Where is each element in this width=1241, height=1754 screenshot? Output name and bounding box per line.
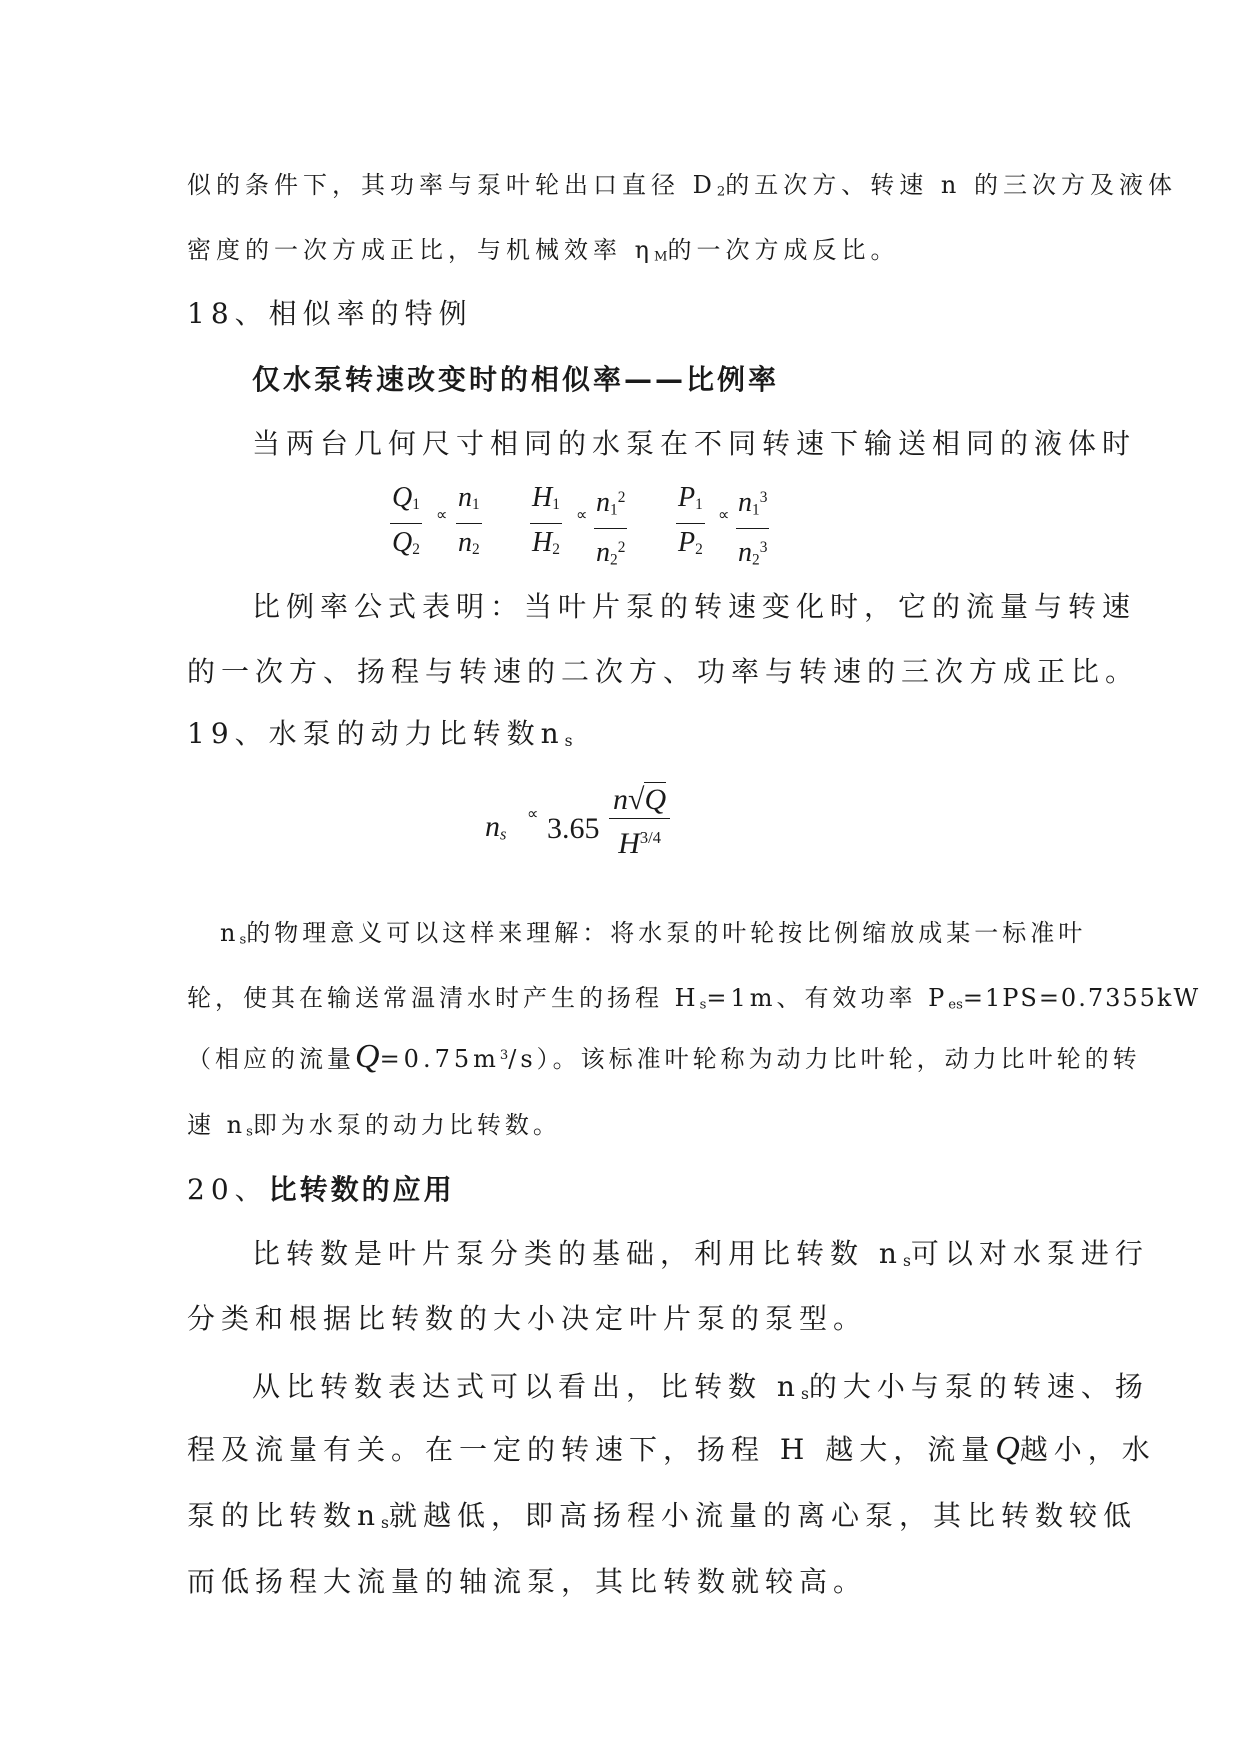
fraction-n: $\frac{n_1}{n_2}$ [458, 482, 480, 559]
section-heading-18: 18、相似率的特例 [187, 297, 473, 330]
coefficient: 3.65 [547, 812, 600, 845]
paragraph-line: 而低扬程大流量的轴流泵，其比转数就较高。 [187, 1565, 868, 1598]
paragraph-line: $n_s$的物理意义可以这样来理解：将水泵的叶轮按比例缩放成某一标准叶 [220, 919, 1087, 948]
paragraph-line: 分类和根据比转数的大小决定叶片泵的泵型。 [187, 1302, 868, 1335]
paragraph-line: 比转数是叶片泵分类的基础，利用比转数 $n_s$可以对水泵进行 [252, 1237, 1149, 1271]
fraction-n-cubed: $\frac{n_1^3}{n_2^3}$ [736, 480, 769, 580]
fraction-n-squared: $\frac{n_1^2}{n_2^2}$ [594, 480, 627, 580]
paragraph-line: 程及流量有关。在一定的转速下，扬程 H 越大，流量Q越小，水 [187, 1430, 1156, 1467]
paragraph-line [187, 230, 900, 265]
ns-symbol: $n_s$ [485, 810, 507, 844]
paragraph-line: 轮，使其在输送常温清水时产生的扬程 $H_s=1m$、有效功率 $P_{es}=1PS=0.7355kW$ [187, 984, 1201, 1013]
text: 似的条件下，其功率与泵叶轮出口直径 D [187, 171, 717, 199]
subscript: M [654, 249, 668, 265]
paragraph-line: 比例率公式表明：当叶片泵的转速变化时，它的流量与转速 [252, 590, 1137, 623]
text: 比转数的应用 [268, 1173, 455, 1206]
subscript: 2 [716, 184, 726, 200]
section-subheading: 仅水泵转速改变时的相似率——比例率 [252, 363, 780, 396]
paragraph-line: 从比转数表达式可以看出，比转数 $n_s$的大小与泵的转速、扬 [252, 1370, 1149, 1404]
fraction-p: $\frac{P_1}{P_2}$ [678, 482, 703, 559]
proportional-symbol: ∝ [527, 804, 539, 823]
section-heading-20 [187, 1168, 455, 1208]
fraction-h: $\frac{H_1}{H_2}$ [532, 482, 560, 559]
paragraph-line: 速 $n_s$即为水泵的动力比转数。 [187, 1111, 561, 1140]
fraction-ns: $\frac{n√Q}{H^{3/4}}$ [609, 782, 670, 863]
text: 19、水泵的动力比转数n [187, 717, 565, 750]
paragraph-line [187, 165, 1177, 200]
paragraph-line: 的一次方、扬程与转速的二次方、功率与转速的三次方成正比。 [187, 655, 1140, 688]
text: 密度的一次方成正比，与机械效率 η [187, 236, 655, 264]
text: 的一次方成反比。 [667, 236, 900, 264]
paragraph-line: 泵的比转数$n_s$就越低，即高扬程小流量的离心泵，其比转数较低 [187, 1499, 1137, 1533]
text: 20、 [187, 1173, 269, 1206]
proportional-symbol: ∝ [436, 505, 448, 524]
proportional-symbol: ∝ [576, 505, 588, 524]
paragraph-line: 当两台几何尺寸相同的水泵在不同转速下输送相同的液体时 [252, 427, 1137, 460]
section-heading-19 [187, 712, 573, 752]
fraction-q: $\frac{Q_1}{Q_2}$ [392, 482, 420, 559]
text: 的五次方、转速 n 的三次方及液体 [725, 171, 1177, 199]
subscript: s [564, 732, 573, 751]
proportional-symbol: ∝ [718, 505, 730, 524]
similarity-formula [380, 480, 780, 570]
paragraph-line: （相应的流量$Q=0.75m^3/s$）。该标准叶轮称为动力比叶轮，动力比叶轮的转 [187, 1038, 1141, 1075]
specific-speed-formula [485, 782, 705, 872]
